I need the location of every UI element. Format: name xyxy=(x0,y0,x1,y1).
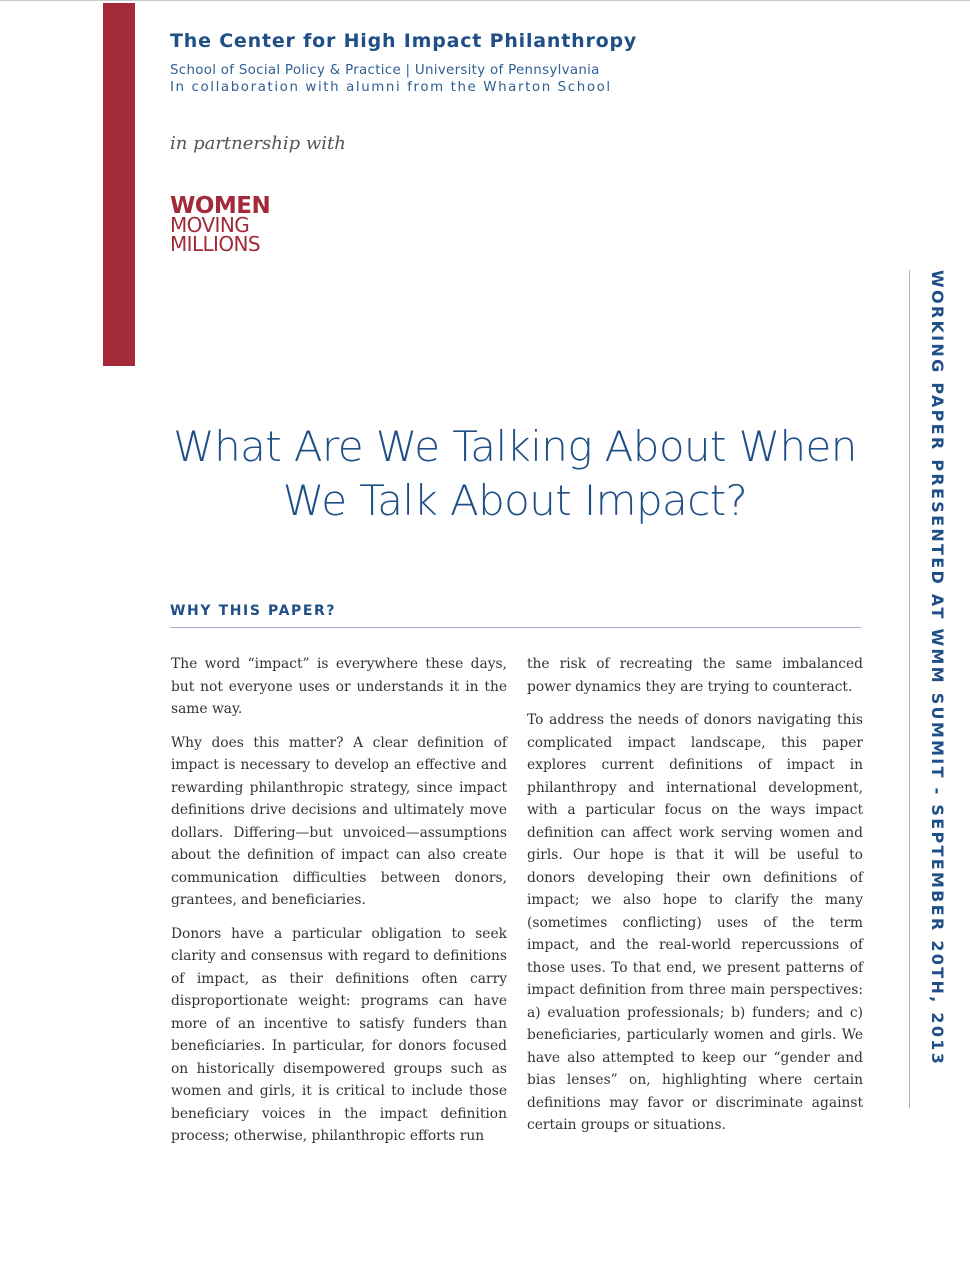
vertical-divider-line xyxy=(909,270,910,1108)
red-accent-bar xyxy=(103,3,135,366)
body-column-right xyxy=(527,653,863,1148)
logo-word-millions: MILLIONS xyxy=(170,232,260,256)
page-title xyxy=(140,420,890,528)
paragraph: Donors have a particular obligation to seek clarity and consensus with regard to definitions of impact, as their definitions often carry disproportionate weight: programs can have more of an incentive to satisfy funders than beneficiaries. In particular, for donors focused on historically disempowered groups such as women and girls, it is critical to include those beneficiary voices in the impact definition process; otherwise, philanthropic efforts run xyxy=(171,925,507,1144)
center-name: The Center for High Impact Philanthropy xyxy=(170,30,638,52)
logo-word-moving: MOVING xyxy=(170,213,250,237)
paragraph: To address the needs of donors navigating this complicated impact landscape, this paper explores current definitions of impact in philanthropy and international development, with a particular focus on the ways impact definition can affect work serving women and girls. Our hope is that it will be useful to donors developing their own definitions of impact; we also hope to clarify the many (sometimes conflicting) uses of the term impact, and the real-world repercussions of those uses. To that end, we present patterns of impact definition from three main perspectives: a) evaluation professionals; b) funders; and c) beneficiaries, particularly women and girls. We have also attempted to keep our “gender and bias lenses” on, highlighting where certain definitions may favor or discriminate against certain groups or situations. xyxy=(527,712,863,1133)
title-line-2: We Talk About Impact? xyxy=(282,476,748,525)
women-moving-millions-logo xyxy=(170,193,271,256)
paragraph: The word “impact” is everywhere these days, but not everyone uses or understands it in the same way. xyxy=(171,656,507,717)
collaboration-line: In collaboration with alumni from the Wharton School xyxy=(170,80,612,95)
top-border-line xyxy=(0,0,970,1)
paragraph: Why does this matter? A clear definition of impact is necessary to develop an effective and rewarding philanthropic strategy, since impact definitions drive decisions and ultimately move dollars. Differing—but unvoiced—assumptions about the definition of impact can also create communication difficulties between donors, grantees, and beneficiaries. xyxy=(171,734,507,908)
working-paper-label: WORKING PAPER PRESENTED AT WMM SUMMIT - SEPTEMBER 20TH, 2013 xyxy=(928,270,947,1067)
section-divider xyxy=(170,627,861,628)
partnership-text: in partnership with xyxy=(170,133,346,154)
paragraph: the risk of recreating the same imbalanced power dynamics they are trying to counteract. xyxy=(527,656,863,695)
affiliation-line: School of Social Policy & Practice | University of Pennsylvania xyxy=(170,63,600,78)
section-heading: WHY THIS PAPER? xyxy=(170,603,337,619)
logo-word-women: WOMEN xyxy=(170,193,271,219)
body-column-left xyxy=(171,653,507,1159)
title-line-1: What Are We Talking About When xyxy=(173,422,857,471)
